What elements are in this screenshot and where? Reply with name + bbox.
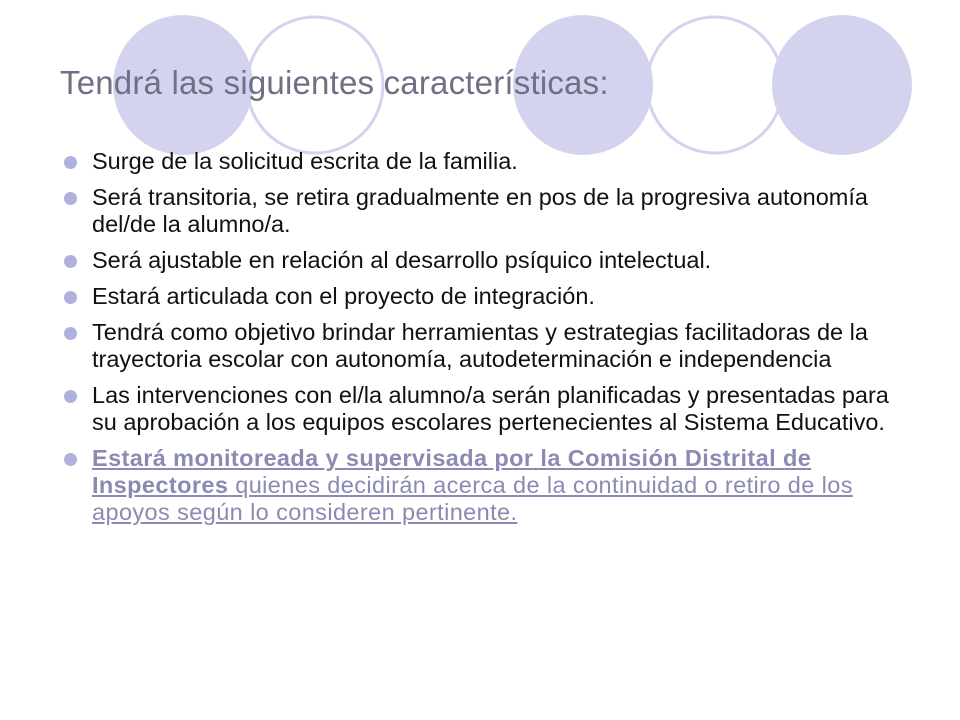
bullet-text: Será ajustable en relación al desarrollo psíquico intelectual. [92,247,712,273]
bullet-text: Surge de la solicitud escrita de la familia. [92,148,518,174]
list-item-link[interactable] [62,445,912,526]
list-item [62,283,912,310]
bullet-dot-icon [64,192,77,205]
bullet-text: Las intervenciones con el/la alumno/a serán planificadas y presentadas para su aprobación a los equipos escolares pertenecientes al Sistema Educativo. [92,382,889,435]
link-rest-text[interactable]: quienes decidirán acerca de la continuidad o retiro de los apoyos según lo consideren pertinente. [92,472,853,525]
bullet-dot-icon [64,255,77,268]
slide-title: Tendrá las siguientes características: [60,64,609,101]
bullet-text: Estará articulada con el proyecto de integración. [92,283,595,309]
bullet-list [62,148,912,535]
list-item [62,184,912,238]
bullet-dot-icon [64,390,77,403]
link-bold-text[interactable]: Estará monitoreada y supervisada por la Comisión Distrital de Inspectores [92,445,812,498]
filled-circle-3 [772,15,912,155]
list-item [62,382,912,436]
bullet-dot-icon [64,156,77,169]
bullet-dot-icon [64,453,77,466]
list-item [62,148,912,175]
bullet-text: Será transitoria, se retira gradualmente en pos de la progresiva autonomía del/de la alumno/a. [92,184,868,237]
list-item [62,319,912,373]
outline-circle-2 [647,17,783,153]
bullet-text: Tendrá como objetivo brindar herramientas y estrategias facilitadoras de la trayectoria escolar con autonomía, autodeterminación e independencia [92,319,868,372]
bullet-dot-icon [64,291,77,304]
monitoring-link[interactable] [92,445,853,525]
bullet-dot-icon [64,327,77,340]
list-item [62,247,912,274]
